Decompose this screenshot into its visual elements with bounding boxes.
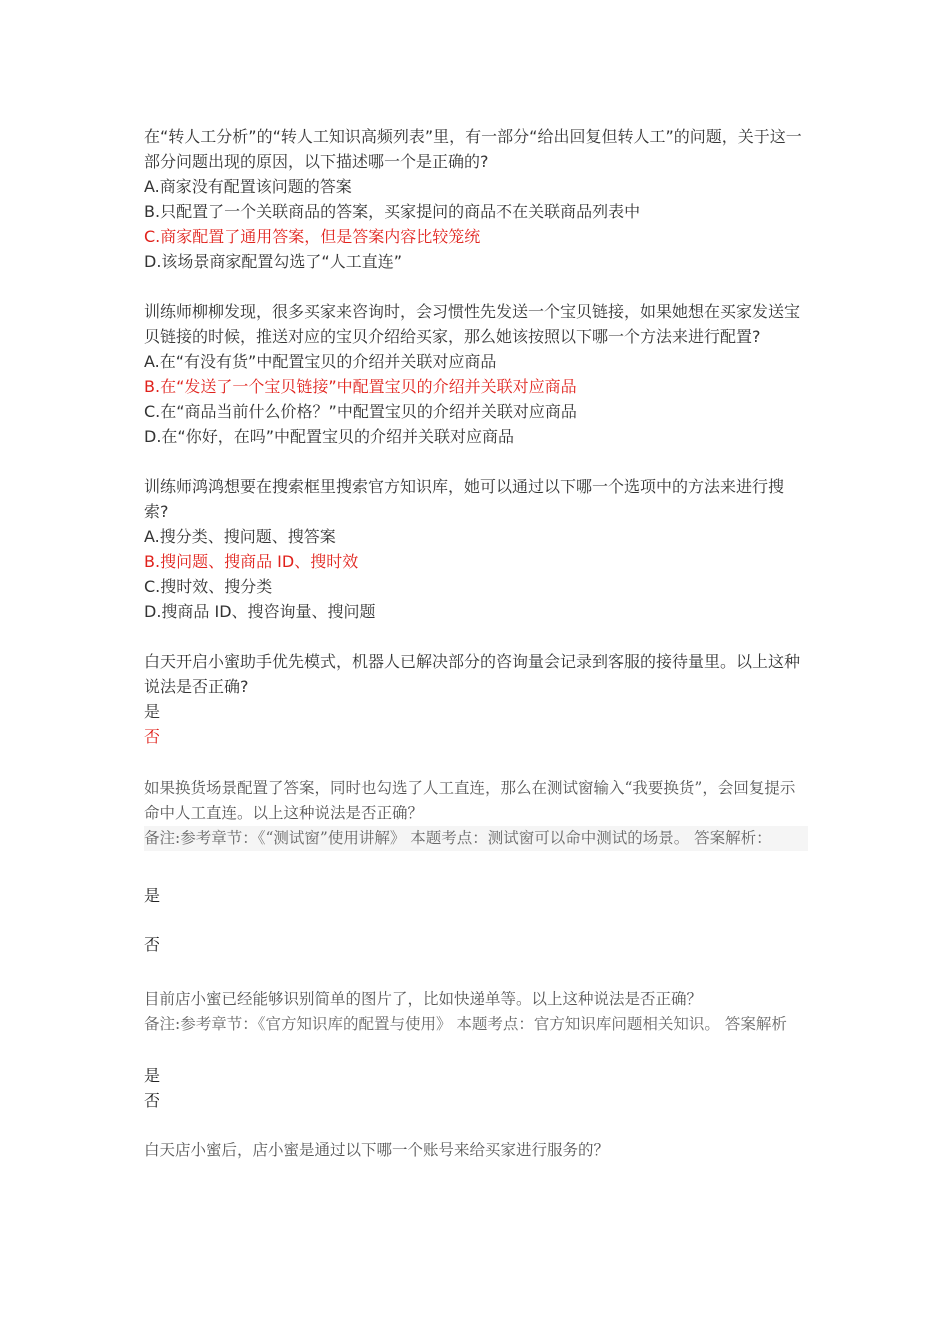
question-stem: 训练师鸿鸿想要在搜索框里搜索官方知识库，她可以通过以下哪一个选项中的方法来进行搜索? <box>144 477 785 521</box>
spacer <box>144 851 808 883</box>
option-d: D.在“你好，在吗”中配置宝贝的介绍并关联对应商品 <box>144 427 514 446</box>
spacer <box>144 1113 808 1138</box>
question-stem: 如果换货场景配置了答案，同时也勾选了人工直连，那么在测试窗输入“我要换货”，会回复提示命中人工直连。以上这种说法是否正确？ <box>144 779 796 822</box>
question-1 <box>144 124 808 274</box>
question-6 <box>144 987 808 1113</box>
spacer <box>144 749 808 776</box>
question-7 <box>144 1138 808 1163</box>
spacer <box>144 957 808 987</box>
option-no: 否 <box>144 935 161 954</box>
question-stem: 目前店小蜜已经能够识别简单的图片了，比如快递单等。以上这种说法是否正确？ <box>144 990 703 1008</box>
option-b-correct: B.在“发送了一个宝贝链接”中配置宝贝的介绍并关联对应商品 <box>144 377 577 396</box>
option-c: C.在“商品当前什么价格？”中配置宝贝的介绍并关联对应商品 <box>144 402 577 421</box>
option-b: B.只配置了一个关联商品的答案，买家提问的商品不在关联商品列表中 <box>144 202 641 221</box>
spacer <box>144 624 808 649</box>
option-d: D.搜商品 ID、搜咨询量、搜问题 <box>144 602 376 621</box>
option-d: D.该场景商家配置勾选了“人工直连” <box>144 252 402 271</box>
spacer <box>144 449 808 474</box>
option-b-correct: B.搜问题、搜商品 ID、搜时效 <box>144 552 359 571</box>
question-stem: 在“转人工分析”的“转人工知识高频列表”里，有一部分“给出回复但转人工”的问题，关于这一部分问题出现的原因，以下描述哪一个是正确的? <box>144 127 802 171</box>
question-stem: 训练师柳柳发现，很多买家来咨询时，会习惯性先发送一个宝贝链接，如果她想在买家发送宝贝链接的时候，推送对应的宝贝介绍给买家，那么她该按照以下哪一个方法来进行配置? <box>144 302 801 346</box>
option-a: A.搜分类、搜问题、搜答案 <box>144 527 336 546</box>
option-no-correct: 否 <box>144 727 161 746</box>
question-stem: 白天店小蜜后，店小蜜是通过以下哪一个账号来给买家进行服务的？ <box>144 1141 610 1159</box>
spacer <box>144 274 808 299</box>
option-yes: 是 <box>144 702 161 721</box>
question-stem: 白天开启小蜜助手优先模式，机器人已解决部分的咨询量会记录到客服的接待量里。以上这种说法是否正确? <box>144 652 801 696</box>
option-a: A.商家没有配置该问题的答案 <box>144 177 352 196</box>
option-no-correct: 否 <box>144 1091 161 1110</box>
question-3 <box>144 474 808 624</box>
answer-note: 备注:参考章节：《官方知识库的配置与使用》 本题考点：官方知识库问题相关知识。 答案解析 <box>144 1015 787 1033</box>
question-5 <box>144 776 808 957</box>
option-c: C.搜时效、搜分类 <box>144 577 273 596</box>
question-2 <box>144 299 808 449</box>
answer-note: 备注:参考章节：《“测试窗”使用讲解》 本题考点：测试窗可以命中测试的场景。 答案解析： <box>144 826 808 851</box>
option-a: A.在“有没有货”中配置宝贝的介绍并关联对应商品 <box>144 352 497 371</box>
question-4 <box>144 649 808 749</box>
spacer <box>144 1037 808 1063</box>
question-list <box>144 124 808 1163</box>
option-yes: 是 <box>144 1066 161 1085</box>
option-c-correct: C.商家配置了通用答案，但是答案内容比较笼统 <box>144 227 481 246</box>
option-yes-correct: 是 <box>144 886 161 905</box>
spacer <box>144 908 808 932</box>
